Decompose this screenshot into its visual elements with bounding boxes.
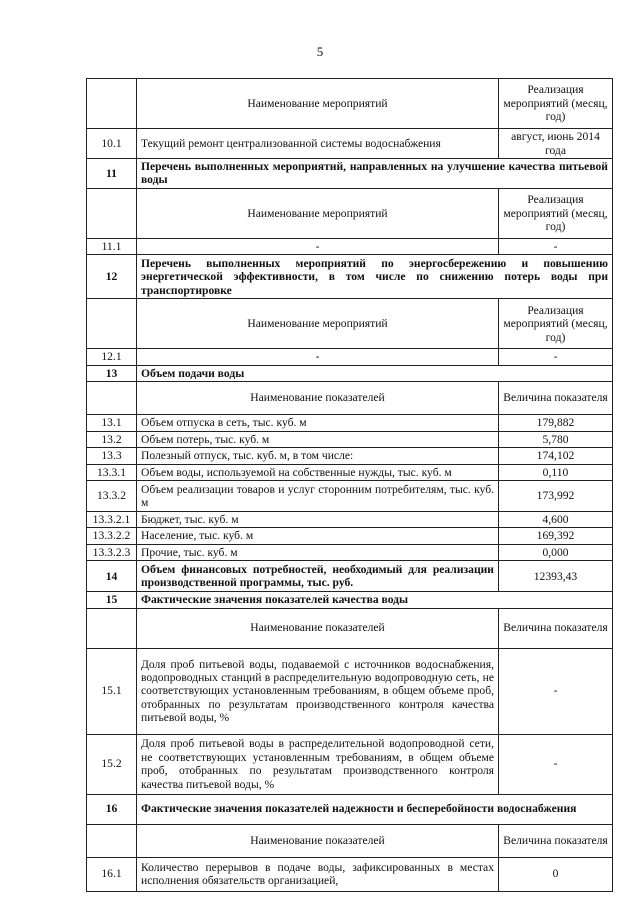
table-row [87,511,613,527]
item-name: Объем реализации товаров и услуг сторонним потребителям, тыс. куб. м [137,480,499,511]
row-number [87,382,137,415]
item-name: Прочие, тыс. куб. м [137,544,499,560]
column-header-row [87,608,613,648]
item-value: 0,000 [499,544,613,560]
item-value: 0 [499,857,613,891]
column-header-row [87,382,613,415]
row-number: 13.2 [87,431,137,447]
section-row [87,159,613,189]
item-name: Объем отпуска в сеть, тыс. куб. м [137,415,499,431]
table-row [87,431,613,447]
row-number [87,188,137,238]
item-value: август, июнь 2014 года [499,129,613,159]
item-value: - [499,734,613,794]
item-value: 174,102 [499,448,613,464]
section-title: Фактические значения показателей качества воды [137,592,613,608]
section-title: Объем подачи воды [137,365,613,381]
column-header-value: Реализация мероприятий (месяц, год) [499,79,613,129]
row-number: 15 [87,592,137,608]
page-number: 5 [316,44,324,59]
item-value: 169,392 [499,528,613,544]
section-row [87,365,613,381]
table-row [87,129,613,159]
section-row [87,794,613,824]
row-number: 13.3.2.2 [87,528,137,544]
section-title: Фактические значения показателей надежности и бесперебойности водоснабжения [137,794,613,824]
row-number: 15.1 [87,648,137,734]
item-value: 5,780 [499,431,613,447]
row-number: 12 [87,255,137,299]
row-number: 10.1 [87,129,137,159]
column-header-row [87,79,613,129]
row-number [87,299,137,349]
row-number: 11 [87,159,137,189]
table-row [87,415,613,431]
row-number: 13 [87,365,137,381]
item-name: Текущий ремонт централизованной системы водоснабжения [137,129,499,159]
table-row [87,464,613,480]
row-number: 13.3.2 [87,480,137,511]
item-value: 12393,43 [499,561,613,592]
item-name: Население, тыс. куб. м [137,528,499,544]
item-value: - [499,648,613,734]
section-row [87,592,613,608]
item-name: Полезный отпуск, тыс. куб. м, в том числе: [137,448,499,464]
row-number: 15.2 [87,734,137,794]
row-number: 13.3.2.3 [87,544,137,560]
column-header-name: Наименование показателей [137,382,499,415]
table-row [87,544,613,560]
column-header-value: Реализация мероприятий (месяц, год) [499,299,613,349]
item-name: Доля проб питьевой воды в распределительной водопроводной сети, не соответствующих установленным требованиям, в общем объеме проб, отобранных по результатам производственного контроля качества питьевой воды, % [137,734,499,794]
section-title: Перечень выполненных мероприятий по энергосбережению и повышению энергетической эффективности, в том числе по снижению потерь воды при транспортировке [137,255,613,299]
row-number: 13.1 [87,415,137,431]
row-number: 16.1 [87,857,137,891]
program-table [86,78,613,892]
item-name: Количество перерывов в подаче воды, зафиксированных в местах исполнения обязательств организацией, [137,857,499,891]
item-name: - [137,238,499,254]
table-row [87,648,613,734]
table-body [87,79,613,892]
column-header-row [87,188,613,238]
row-number: 13.3 [87,448,137,464]
item-value: 179,882 [499,415,613,431]
table-row [87,561,613,592]
table-row [87,528,613,544]
item-name: Доля проб питьевой воды, подаваемой с источников водоснабжения, водопроводных станций в распределительную водопроводную сеть, не соответствующих установленным требованиям, в общем объеме проб, отобранных по результатам производственного контроля качества питьевой воды, % [137,648,499,734]
item-name: Объем потерь, тыс. куб. м [137,431,499,447]
item-value: 173,992 [499,480,613,511]
table-row [87,857,613,891]
column-header-row [87,824,613,857]
row-number [87,608,137,648]
column-header-name: Наименование показателей [137,608,499,648]
item-value: 0,110 [499,464,613,480]
column-header-name: Наименование мероприятий [137,299,499,349]
column-header-value: Реализация мероприятий (месяц, год) [499,188,613,238]
row-number: 13.3.1 [87,464,137,480]
row-number: 13.3.2.1 [87,511,137,527]
column-header-value: Величина показателя [499,824,613,857]
row-number: 14 [87,561,137,592]
item-name: Бюджет, тыс. куб. м [137,511,499,527]
column-header-row [87,299,613,349]
column-header-value: Величина показателя [499,608,613,648]
column-header-name: Наименование показателей [137,824,499,857]
item-value: - [499,238,613,254]
item-name: Объем финансовых потребностей, необходимый для реализации производственной программы, тыс. руб. [137,561,499,592]
item-name: - [137,349,499,365]
table-row [87,734,613,794]
column-header-value: Величина показателя [499,382,613,415]
section-title: Перечень выполненных мероприятий, направленных на улучшение качества питьевой воды [137,159,613,189]
item-value: 4,600 [499,511,613,527]
table-row [87,238,613,254]
column-header-name: Наименование мероприятий [137,79,499,129]
row-number [87,79,137,129]
table-row [87,448,613,464]
row-number: 11.1 [87,238,137,254]
column-header-name: Наименование мероприятий [137,188,499,238]
table-row [87,480,613,511]
row-number: 16 [87,794,137,824]
table-row [87,349,613,365]
item-value: - [499,349,613,365]
item-name: Объем воды, используемой на собственные нужды, тыс. куб. м [137,464,499,480]
section-row [87,255,613,299]
row-number [87,824,137,857]
row-number: 12.1 [87,349,137,365]
